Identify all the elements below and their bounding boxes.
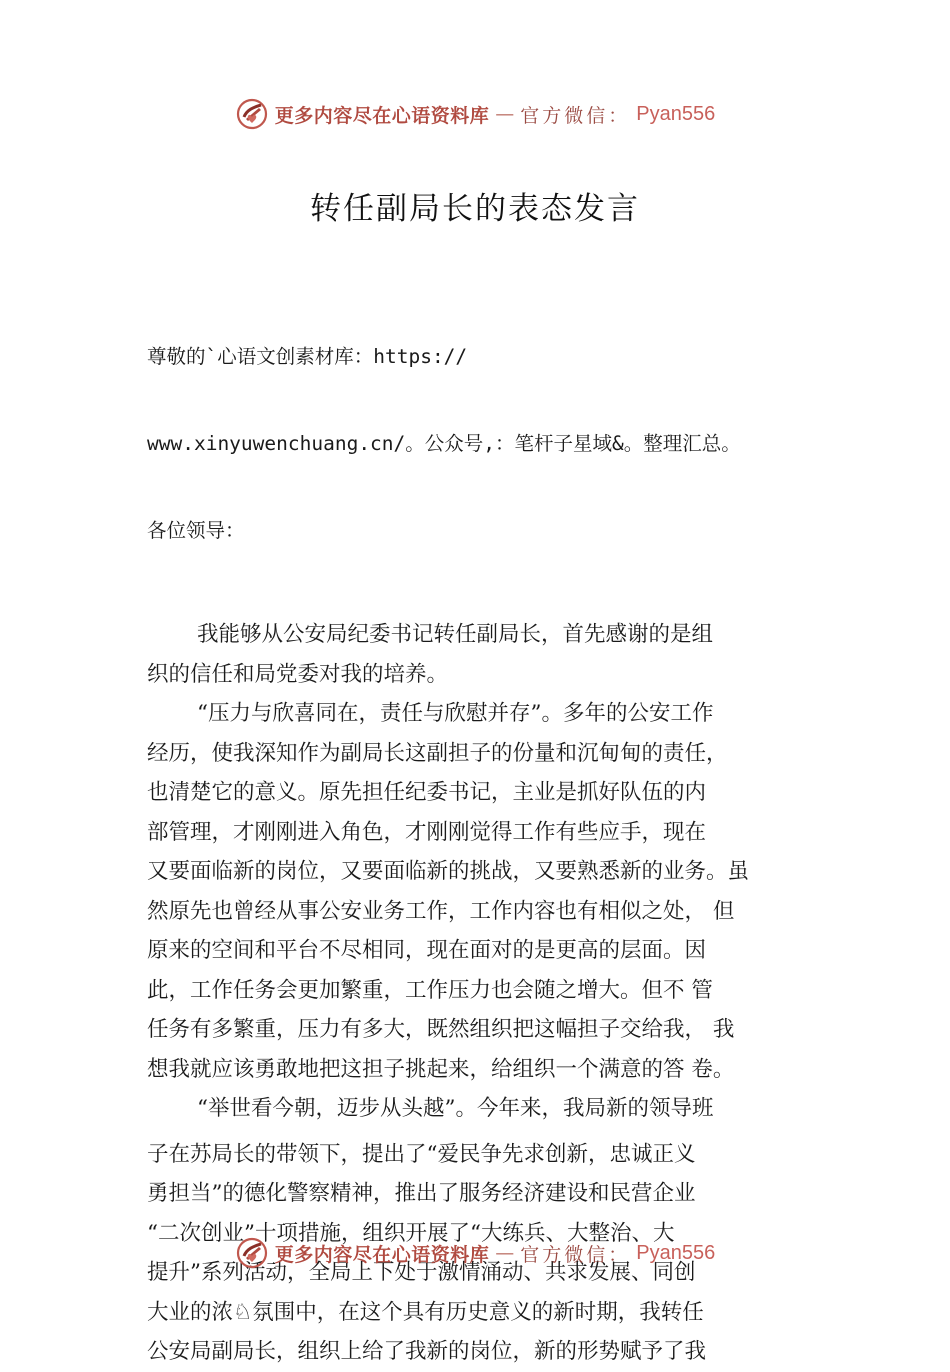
paragraph-line: 此，工作任务会更加繁重，工作压力也会随之增大。但不 管 xyxy=(147,977,713,1003)
greeting-line: www.xinyuwenchuang.cn/。公众号,：笔杆子星域&。整理汇总。 xyxy=(147,432,741,455)
paragraph-line: 勇担当”的德化警察精神，推出了服务经济建设和民营企业 xyxy=(147,1181,696,1206)
pen-heart-logo-icon xyxy=(235,1236,269,1270)
paragraph-line: 原来的空间和平台不尽相同，现在面对的是更高的层面。因 xyxy=(147,938,707,963)
greeting-line: 尊敬的`心语文创素材库：https:// xyxy=(147,345,468,368)
document-title: 转任副局长的表态发言 xyxy=(310,191,640,227)
watermark-wechat-id: Pyan556 xyxy=(636,1241,716,1264)
watermark-brand-text: 更多内容尽在心语资料库 xyxy=(274,104,490,127)
paragraph-line: 子在苏局长的带领下，提出了“爱民争先求创新，忠诚正义 xyxy=(147,1141,696,1167)
paragraph-1 xyxy=(147,615,867,694)
pen-heart-logo-icon xyxy=(235,97,269,131)
watermark-wechat-id: Pyan556 xyxy=(636,102,716,125)
paragraph-line: 公安局副局长，组织上给了我新的岗位，新的形势赋予了我 xyxy=(147,1339,707,1364)
greeting-line: 各位领导： xyxy=(147,519,245,542)
paragraph-line: “二次创业”十项措施，组织开展了“大练兵、大整治、大 xyxy=(147,1220,675,1246)
paragraph-line: 部管理，才刚刚进入角色，才刚刚觉得工作有些应手，现在 xyxy=(147,819,707,845)
paragraph-line: “压力与欣喜同在，责任与欣慰并存”。多年的公安工作 xyxy=(197,701,714,726)
paragraph-line: 经历，使我深知作为副局长这副担子的份量和沉甸甸的责任， xyxy=(147,740,728,766)
paragraph-line: 任务有多繁重，压力有多大，既然组织把这幅担子交给我， 我 xyxy=(147,1017,735,1042)
watermark-wechat-label: 官方微信： xyxy=(520,1243,631,1266)
paragraph-line: 大业的浓♘氛围中，在这个具有历史意义的新时期，我转任 xyxy=(147,1299,704,1325)
paragraph-line: 也清楚它的意义。原先担任纪委书记，主业是抓好队伍的内 xyxy=(147,780,707,805)
paragraph-3 xyxy=(147,1089,867,1372)
paragraph-line: 想我就应该勇敢地把这担子挑起来，给组织一个满意的答 卷。 xyxy=(147,1056,735,1082)
watermark-wechat-label: 官方微信： xyxy=(520,104,631,127)
greeting xyxy=(147,284,867,603)
paragraph-line: 又要面临新的岗位，又要面临新的挑战，又要熟悉新的业务。虽 xyxy=(147,859,750,884)
paragraph-line: 提升”系列活动，全局上下处于激情涌动、共求发展、同创 xyxy=(147,1260,696,1285)
watermark-dash: — xyxy=(495,1242,515,1264)
bottom-watermark-banner xyxy=(0,1233,950,1273)
paragraph-2 xyxy=(147,694,867,1089)
paragraph-line: 然原先也曾经从事公安业务工作，工作内容也有相似之处， 但 xyxy=(147,898,735,924)
watermark-dash: — xyxy=(495,103,515,125)
watermark-brand-text: 更多内容尽在心语资料库 xyxy=(274,1243,490,1266)
paragraph-line: “举世看今朝，迈步从头越”。今年来，我局新的领导班 xyxy=(197,1096,714,1121)
top-watermark-banner xyxy=(0,94,950,134)
document-body xyxy=(147,284,867,1372)
paragraph-line: 我能够从公安局纪委书记转任副局长，首先感谢的是组 xyxy=(197,622,714,647)
paragraph-line: 织的信任和局党委对我的培养。 xyxy=(147,661,449,687)
